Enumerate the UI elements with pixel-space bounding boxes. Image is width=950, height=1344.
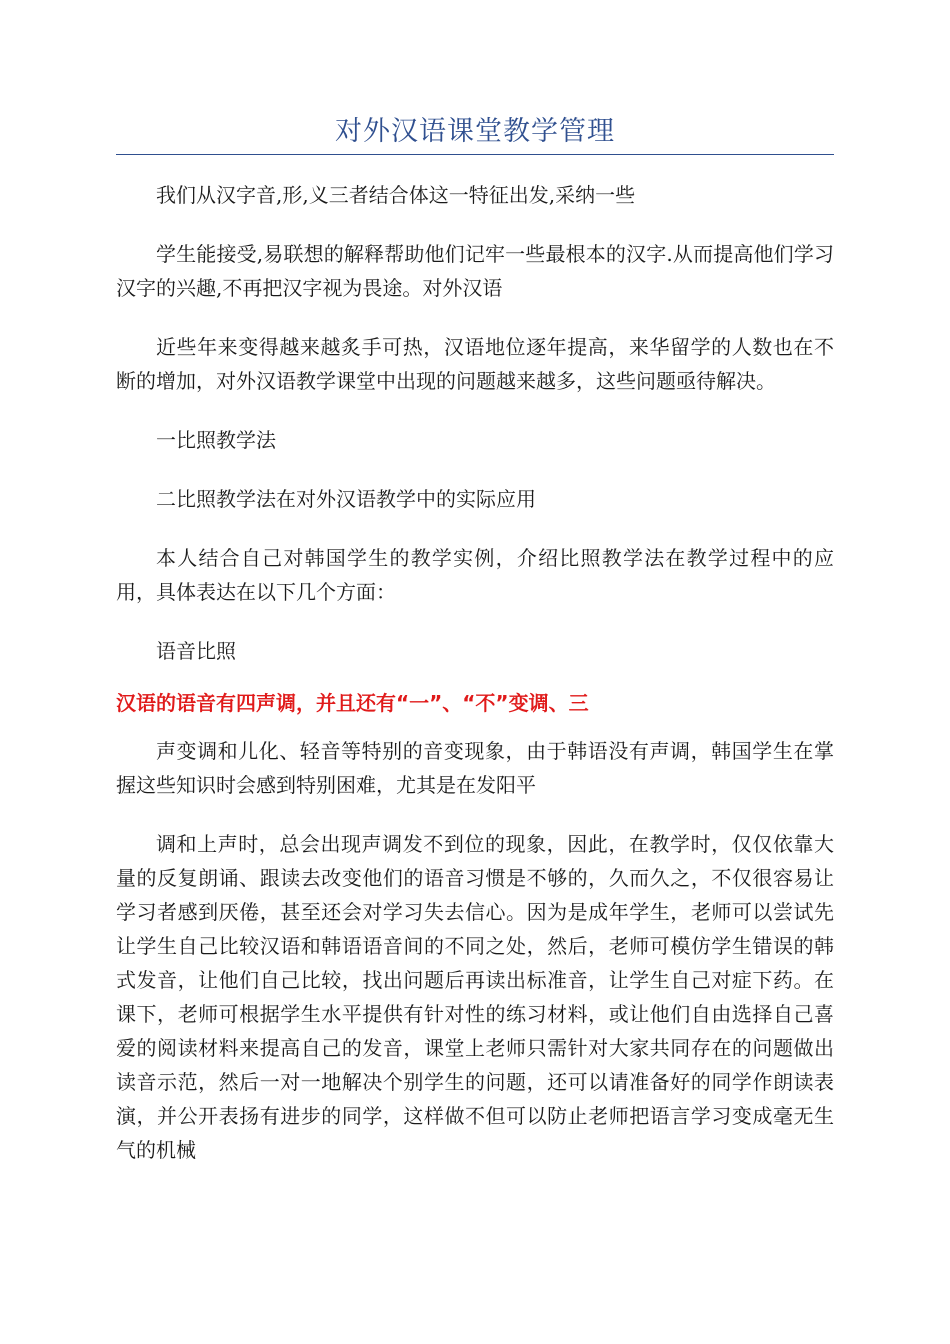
paragraph-5: 声变调和儿化、轻音等特别的音变现象，由于韩语没有声调，韩国学生在掌握这些知识时会感到特别困难，尤其是在发阳平 bbox=[116, 739, 834, 797]
title-underline bbox=[116, 154, 834, 155]
paragraph-6: 调和上声时，总会出现声调发不到位的现象，因此，在教学时，仅仅依靠大量的反复朗诵、跟读去改变他们的语音习惯是不够的，久而久之，不仅很容易让学习者感到厌倦，甚至还会对学习失去信心。因为是成年学生，老师可以尝试先让学生自己比较汉语和韩语语音间的不同之处，然后，老师可模仿学生错误的韩式发音，让他们自己比较，找出问题后再读出标准音，让学生自己对症下药。在课下，老师可根据学生水平提供有针对性的练习材料，或让他们自由选择自己喜爱的阅读材料来提高自己的发音，课堂上老师只需针对大家共同存在的问题做出读音示范，然后一对一地解决个别学生的问题，还可以请准备好的同学作朗读表演，并公开表扬有进步的同学，这样做不但可以防止老师把语言学习变成毫无生气的机械 bbox=[116, 832, 834, 1162]
document-body bbox=[116, 178, 834, 1192]
paragraph-1: 我们从汉字音,形,义三者结合体这一特征出发,采纳一些 bbox=[156, 183, 636, 207]
paragraph-3: 近些年来变得越来越炙手可热，汉语地位逐年提高，来华留学的人数也在不断的增加，对外汉语教学课堂中出现的问题越来越多，这些问题亟待解决。 bbox=[116, 335, 834, 393]
section-heading-2: 二比照教学法在对外汉语教学中的实际应用 bbox=[156, 487, 536, 511]
highlight-heading: 汉语的语音有四声调，并且还有“一”、“不”变调、三 bbox=[116, 691, 589, 715]
section-heading-1: 一比照教学法 bbox=[156, 428, 276, 452]
subsection-heading: 语音比照 bbox=[156, 639, 236, 663]
document-title: 对外汉语课堂教学管理 bbox=[335, 116, 615, 147]
paragraph-4: 本人结合自己对韩国学生的教学实例，介绍比照教学法在教学过程中的应用，具体表达在以下几个方面： bbox=[116, 546, 834, 604]
paragraph-2: 学生能接受,易联想的解释帮助他们记牢一些最根本的汉字.从而提高他们学习汉字的兴趣,不再把汉字视为畏途。对外汉语 bbox=[116, 242, 834, 300]
